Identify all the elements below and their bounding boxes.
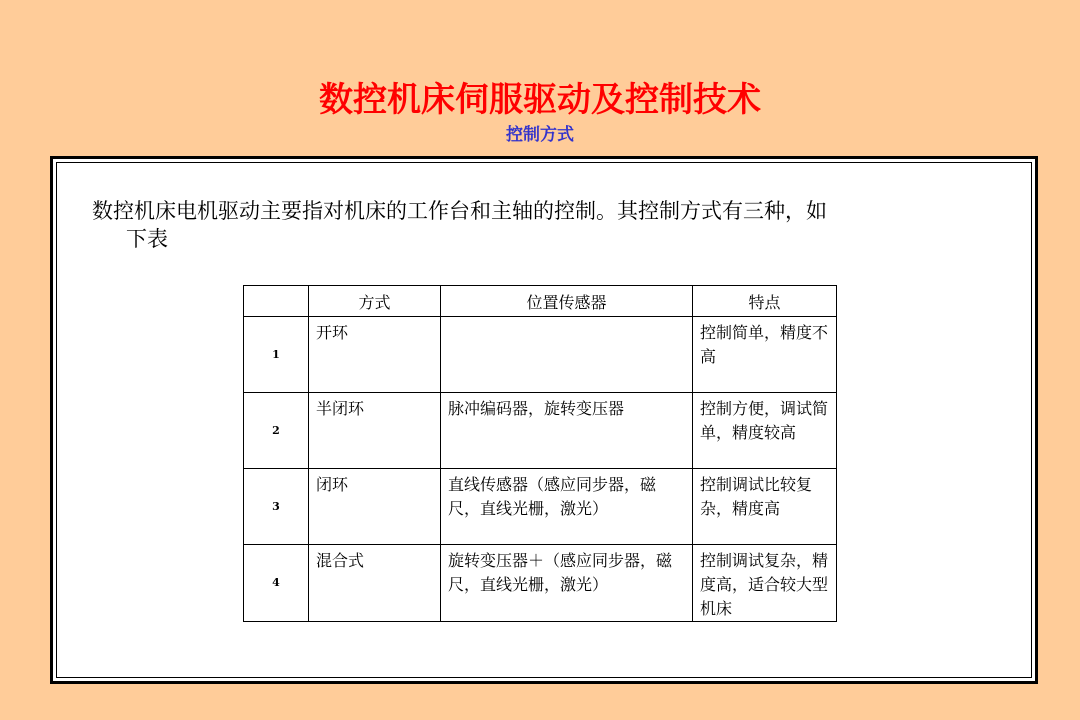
table-header-row <box>244 286 837 317</box>
page-title: 数控机床伺服驱动及控制技术 <box>319 80 761 120</box>
row-mode: 半闭环 <box>309 393 441 469</box>
table-row <box>244 469 837 545</box>
row-sensor: 旋转变压器＋（感应同步器，磁尺，直线光栅，激光） <box>441 545 693 622</box>
row-number: 3 <box>244 469 309 545</box>
row-number: 1 <box>244 317 309 393</box>
intro-line-2: 下表 <box>126 227 168 251</box>
header-cell-mode: 方式 <box>309 286 441 317</box>
header-cell-sensor: 位置传感器 <box>441 286 693 317</box>
intro-paragraph <box>92 197 992 253</box>
intro-line-1: 数控机床电机驱动主要指对机床的工作台和主轴的控制。其控制方式有三种，如 <box>92 199 827 223</box>
header-cell-index <box>244 286 309 317</box>
table-row <box>244 393 837 469</box>
row-number: 2 <box>244 393 309 469</box>
row-mode: 混合式 <box>309 545 441 622</box>
row-feature: 控制方便，调试简单，精度较高 <box>693 393 837 469</box>
control-modes-table <box>243 285 837 622</box>
row-sensor: 直线传感器（感应同步器，磁尺，直线光栅，激光） <box>441 469 693 545</box>
row-sensor <box>441 317 693 393</box>
page-subtitle: 控制方式 <box>506 125 574 145</box>
table-row <box>244 317 837 393</box>
row-feature: 控制简单，精度不高 <box>693 317 837 393</box>
row-mode: 开环 <box>309 317 441 393</box>
table-row <box>244 545 837 622</box>
row-sensor: 脉冲编码器，旋转变压器 <box>441 393 693 469</box>
row-feature: 控制调试比较复杂，精度高 <box>693 469 837 545</box>
row-feature: 控制调试复杂，精度高，适合较大型机床 <box>693 545 837 622</box>
row-number: 4 <box>244 545 309 622</box>
row-mode: 闭环 <box>309 469 441 545</box>
header-cell-feature: 特点 <box>693 286 837 317</box>
